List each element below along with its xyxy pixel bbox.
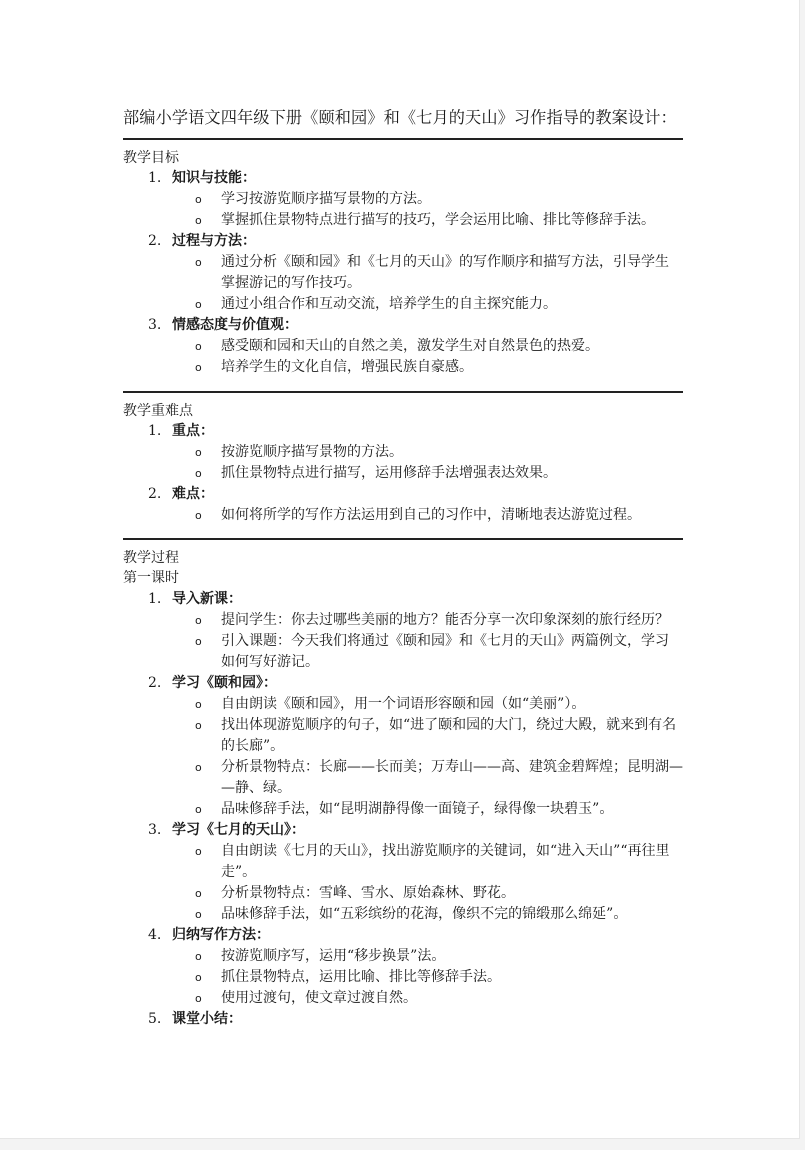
bullet-icon: o — [195, 214, 202, 227]
item-number: 2. — [148, 486, 162, 502]
lesson-label: 第一课时 — [123, 570, 179, 586]
item-label: 重点： — [172, 423, 214, 439]
sub-list — [123, 189, 683, 231]
sub-list — [123, 694, 683, 820]
process-list — [123, 589, 683, 1030]
item-number: 5. — [148, 1011, 162, 1027]
list-item — [123, 168, 683, 231]
bullet-icon: o — [195, 635, 202, 648]
section-divider — [123, 391, 683, 393]
objectives-section — [123, 138, 683, 378]
item-number: 3. — [148, 822, 162, 838]
sub-item: o 如何将所学的写作方法运用到自己的习作中，清晰地表达游览过程。 — [123, 505, 683, 526]
list-item — [123, 421, 683, 484]
sub-item: o 培养学生的文化自信，增强民族自豪感。 — [123, 357, 683, 378]
section-heading-keypoints: 教学重难点 — [123, 403, 193, 419]
list-item — [123, 820, 683, 925]
sub-item: o 感受颐和园和天山的自然之美，激发学生对自然景色的热爱。 — [123, 336, 683, 357]
bullet-icon: o — [195, 298, 202, 311]
sub-item: o 品味修辞手法，如“昆明湖静得像一面镜子，绿得像一块碧玉”。 — [123, 799, 683, 820]
bullet-icon: o — [195, 256, 202, 269]
section-divider — [123, 138, 683, 140]
sub-item: o 分析景物特点：长廊——长而美；万寿山——高、建筑金碧辉煌；昆明湖— — [123, 757, 683, 778]
sub-list — [123, 841, 683, 925]
sub-item-continuation: 的长廊”。 — [221, 738, 285, 754]
bullet-icon: o — [195, 361, 202, 374]
item-label: 情感态度与价值观： — [172, 317, 298, 333]
bullet-icon: o — [195, 845, 202, 858]
item-label: 导入新课： — [172, 591, 242, 607]
bullet-icon: o — [195, 446, 202, 459]
keypoints-section — [123, 391, 683, 526]
sub-item: o 提问学生：你去过哪些美丽的地方？能否分享一次印象深刻的旅行经历？ — [123, 610, 683, 631]
sub-item: o 引入课题：今天我们将通过《颐和园》和《七月的天山》两篇例文，学习 — [123, 631, 683, 652]
sub-item: o 使用过渡句，使文章过渡自然。 — [123, 988, 683, 1009]
item-number: 4. — [148, 927, 162, 943]
sub-list — [123, 610, 683, 673]
sub-item-continuation: —静、绿。 — [221, 780, 291, 796]
list-item — [123, 925, 683, 1009]
document-title: 部编小学语文四年级下册《颐和园》和《七月的天山》习作指导的教案设计： — [123, 108, 677, 127]
bullet-icon: o — [195, 193, 202, 206]
sub-item: o 按游览顺序写，运用“移步换景”法。 — [123, 946, 683, 967]
item-number: 1. — [148, 591, 162, 607]
sub-list — [123, 442, 683, 484]
item-number: 3. — [148, 317, 162, 333]
item-label: 归纳写作方法： — [172, 927, 270, 943]
item-number: 2. — [148, 233, 162, 249]
sub-item: o 通过分析《颐和园》和《七月的天山》的写作顺序和描写方法，引导学生 — [123, 252, 683, 273]
bullet-icon: o — [195, 467, 202, 480]
sub-item: o 自由朗读《七月的天山》，找出游览顺序的关键词，如“进入天山”“再往里 — [123, 841, 683, 862]
list-item — [123, 673, 683, 820]
bullet-icon: o — [195, 698, 202, 711]
item-label: 难点： — [172, 486, 214, 502]
sub-list — [123, 252, 683, 315]
bullet-icon: o — [195, 887, 202, 900]
bullet-icon: o — [195, 340, 202, 353]
item-label: 学习《颐和园》： — [172, 675, 277, 691]
item-number: 1. — [148, 170, 162, 186]
sub-item: o 自由朗读《颐和园》，用一个词语形容颐和园（如“美丽”）。 — [123, 694, 683, 715]
bullet-icon: o — [195, 761, 202, 774]
sub-item: o 品味修辞手法，如“五彩缤纷的花海，像织不完的锦缎那么绵延”。 — [123, 904, 683, 925]
item-label: 过程与方法： — [172, 233, 256, 249]
list-item — [123, 231, 683, 315]
item-label: 知识与技能： — [172, 170, 256, 186]
sub-item: o 掌握抓住景物特点进行描写的技巧，学会运用比喻、排比等修辞手法。 — [123, 210, 683, 231]
bullet-icon: o — [195, 992, 202, 1005]
sub-list — [123, 336, 683, 378]
list-item — [123, 589, 683, 673]
item-label: 学习《七月的天山》： — [172, 822, 305, 838]
bullet-icon: o — [195, 908, 202, 921]
sub-item: o 抓住景物特点，运用比喻、排比等修辞手法。 — [123, 967, 683, 988]
list-item — [123, 1009, 683, 1030]
sub-item: o 抓住景物特点进行描写，运用修辞手法增强表达效果。 — [123, 463, 683, 484]
bullet-icon: o — [195, 509, 202, 522]
process-section — [123, 538, 683, 1030]
sub-list — [123, 946, 683, 1009]
sub-item-continuation: 如何写好游记。 — [221, 654, 319, 670]
section-heading-objectives: 教学目标 — [123, 150, 179, 166]
sub-item-continuation: 掌握游记的写作技巧。 — [221, 275, 361, 291]
item-number: 2. — [148, 675, 162, 691]
list-item — [123, 315, 683, 378]
sub-item: o 分析景物特点：雪峰、雪水、原始森林、野花。 — [123, 883, 683, 904]
bullet-icon: o — [195, 614, 202, 627]
objectives-list — [123, 168, 683, 378]
section-heading-process: 教学过程 — [123, 550, 179, 566]
sub-list — [123, 505, 683, 526]
section-divider — [123, 538, 683, 540]
sub-item-continuation: 走”。 — [221, 864, 257, 880]
sub-item: o 通过小组合作和互动交流，培养学生的自主探究能力。 — [123, 294, 683, 315]
bullet-icon: o — [195, 719, 202, 732]
bullet-icon: o — [195, 803, 202, 816]
sub-item: o 按游览顺序描写景物的方法。 — [123, 442, 683, 463]
bullet-icon: o — [195, 971, 202, 984]
item-number: 1. — [148, 423, 162, 439]
item-label: 课堂小结： — [172, 1011, 242, 1027]
list-item — [123, 484, 683, 526]
keypoints-list — [123, 421, 683, 526]
sub-item: o 找出体现游览顺序的句子，如“进了颐和园的大门，绕过大殿，就来到有名 — [123, 715, 683, 736]
sub-item: o 学习按游览顺序描写景物的方法。 — [123, 189, 683, 210]
bullet-icon: o — [195, 950, 202, 963]
